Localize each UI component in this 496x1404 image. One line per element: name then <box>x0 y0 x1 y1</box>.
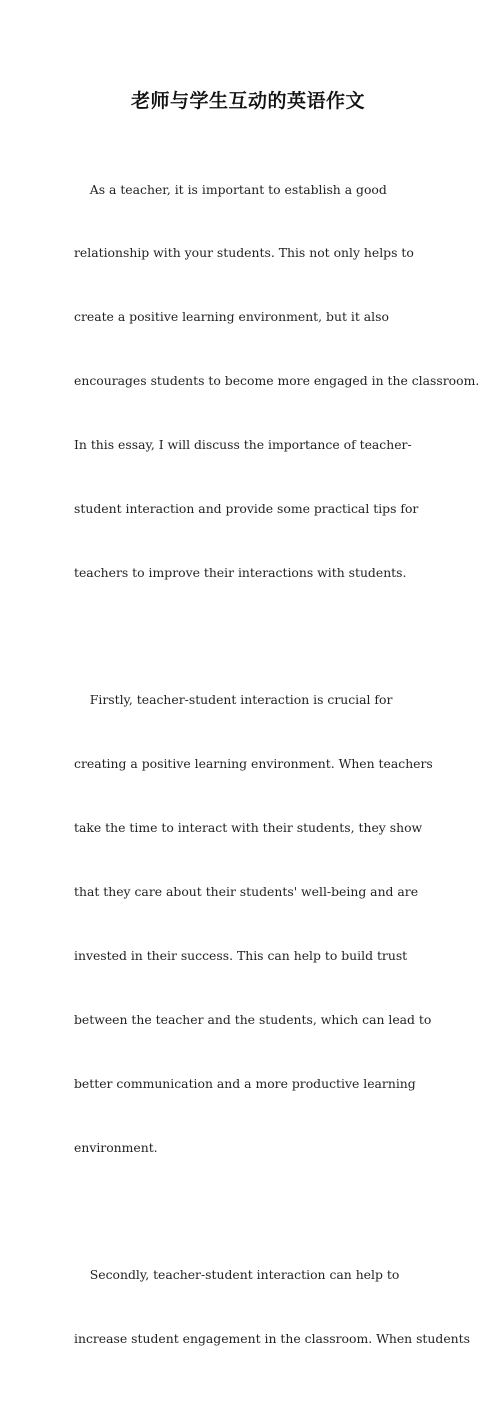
paragraph-1 <box>74 136 480 626</box>
paragraph-line: that they care about their students' well-being and are <box>74 884 419 900</box>
paragraph-line: create a positive learning environment, but it also <box>74 309 389 325</box>
paragraph-3 <box>74 1222 470 1392</box>
paragraph-line: In this essay, I will discuss the importance of teacher- <box>74 437 412 453</box>
paragraph-2 <box>74 647 446 1201</box>
paragraph-line: relationship with your students. This not only helps to <box>74 245 414 261</box>
paragraph-line: creating a positive learning environment. When teachers <box>74 756 433 772</box>
document-body <box>74 136 480 1404</box>
paragraph-line: As a teacher, it is important to establish a good <box>74 181 387 197</box>
document-title: 老师与学生互动的英语作文 <box>130 90 365 112</box>
paragraph-line: increase student engagement in the classroom. When students <box>74 1331 470 1347</box>
paragraph-line: encourages students to become more engaged in the classroom. <box>74 373 480 389</box>
paragraph-line: environment. <box>74 1139 158 1155</box>
paragraph-line: take the time to interact with their students, they show <box>74 820 423 836</box>
paragraph-line: student interaction and provide some practical tips for <box>74 501 419 517</box>
paragraph-line: Firstly, teacher-student interaction is crucial for <box>74 692 393 708</box>
paragraph-line: teachers to improve their interactions with students. <box>74 564 407 580</box>
paragraph-line: invested in their success. This can help to build trust <box>74 947 408 963</box>
paragraph-line: between the teacher and the students, which can lead to <box>74 1011 432 1027</box>
paragraph-line: Secondly, teacher-student interaction can help to <box>74 1267 400 1283</box>
paragraph-line: better communication and a more productive learning <box>74 1075 416 1091</box>
